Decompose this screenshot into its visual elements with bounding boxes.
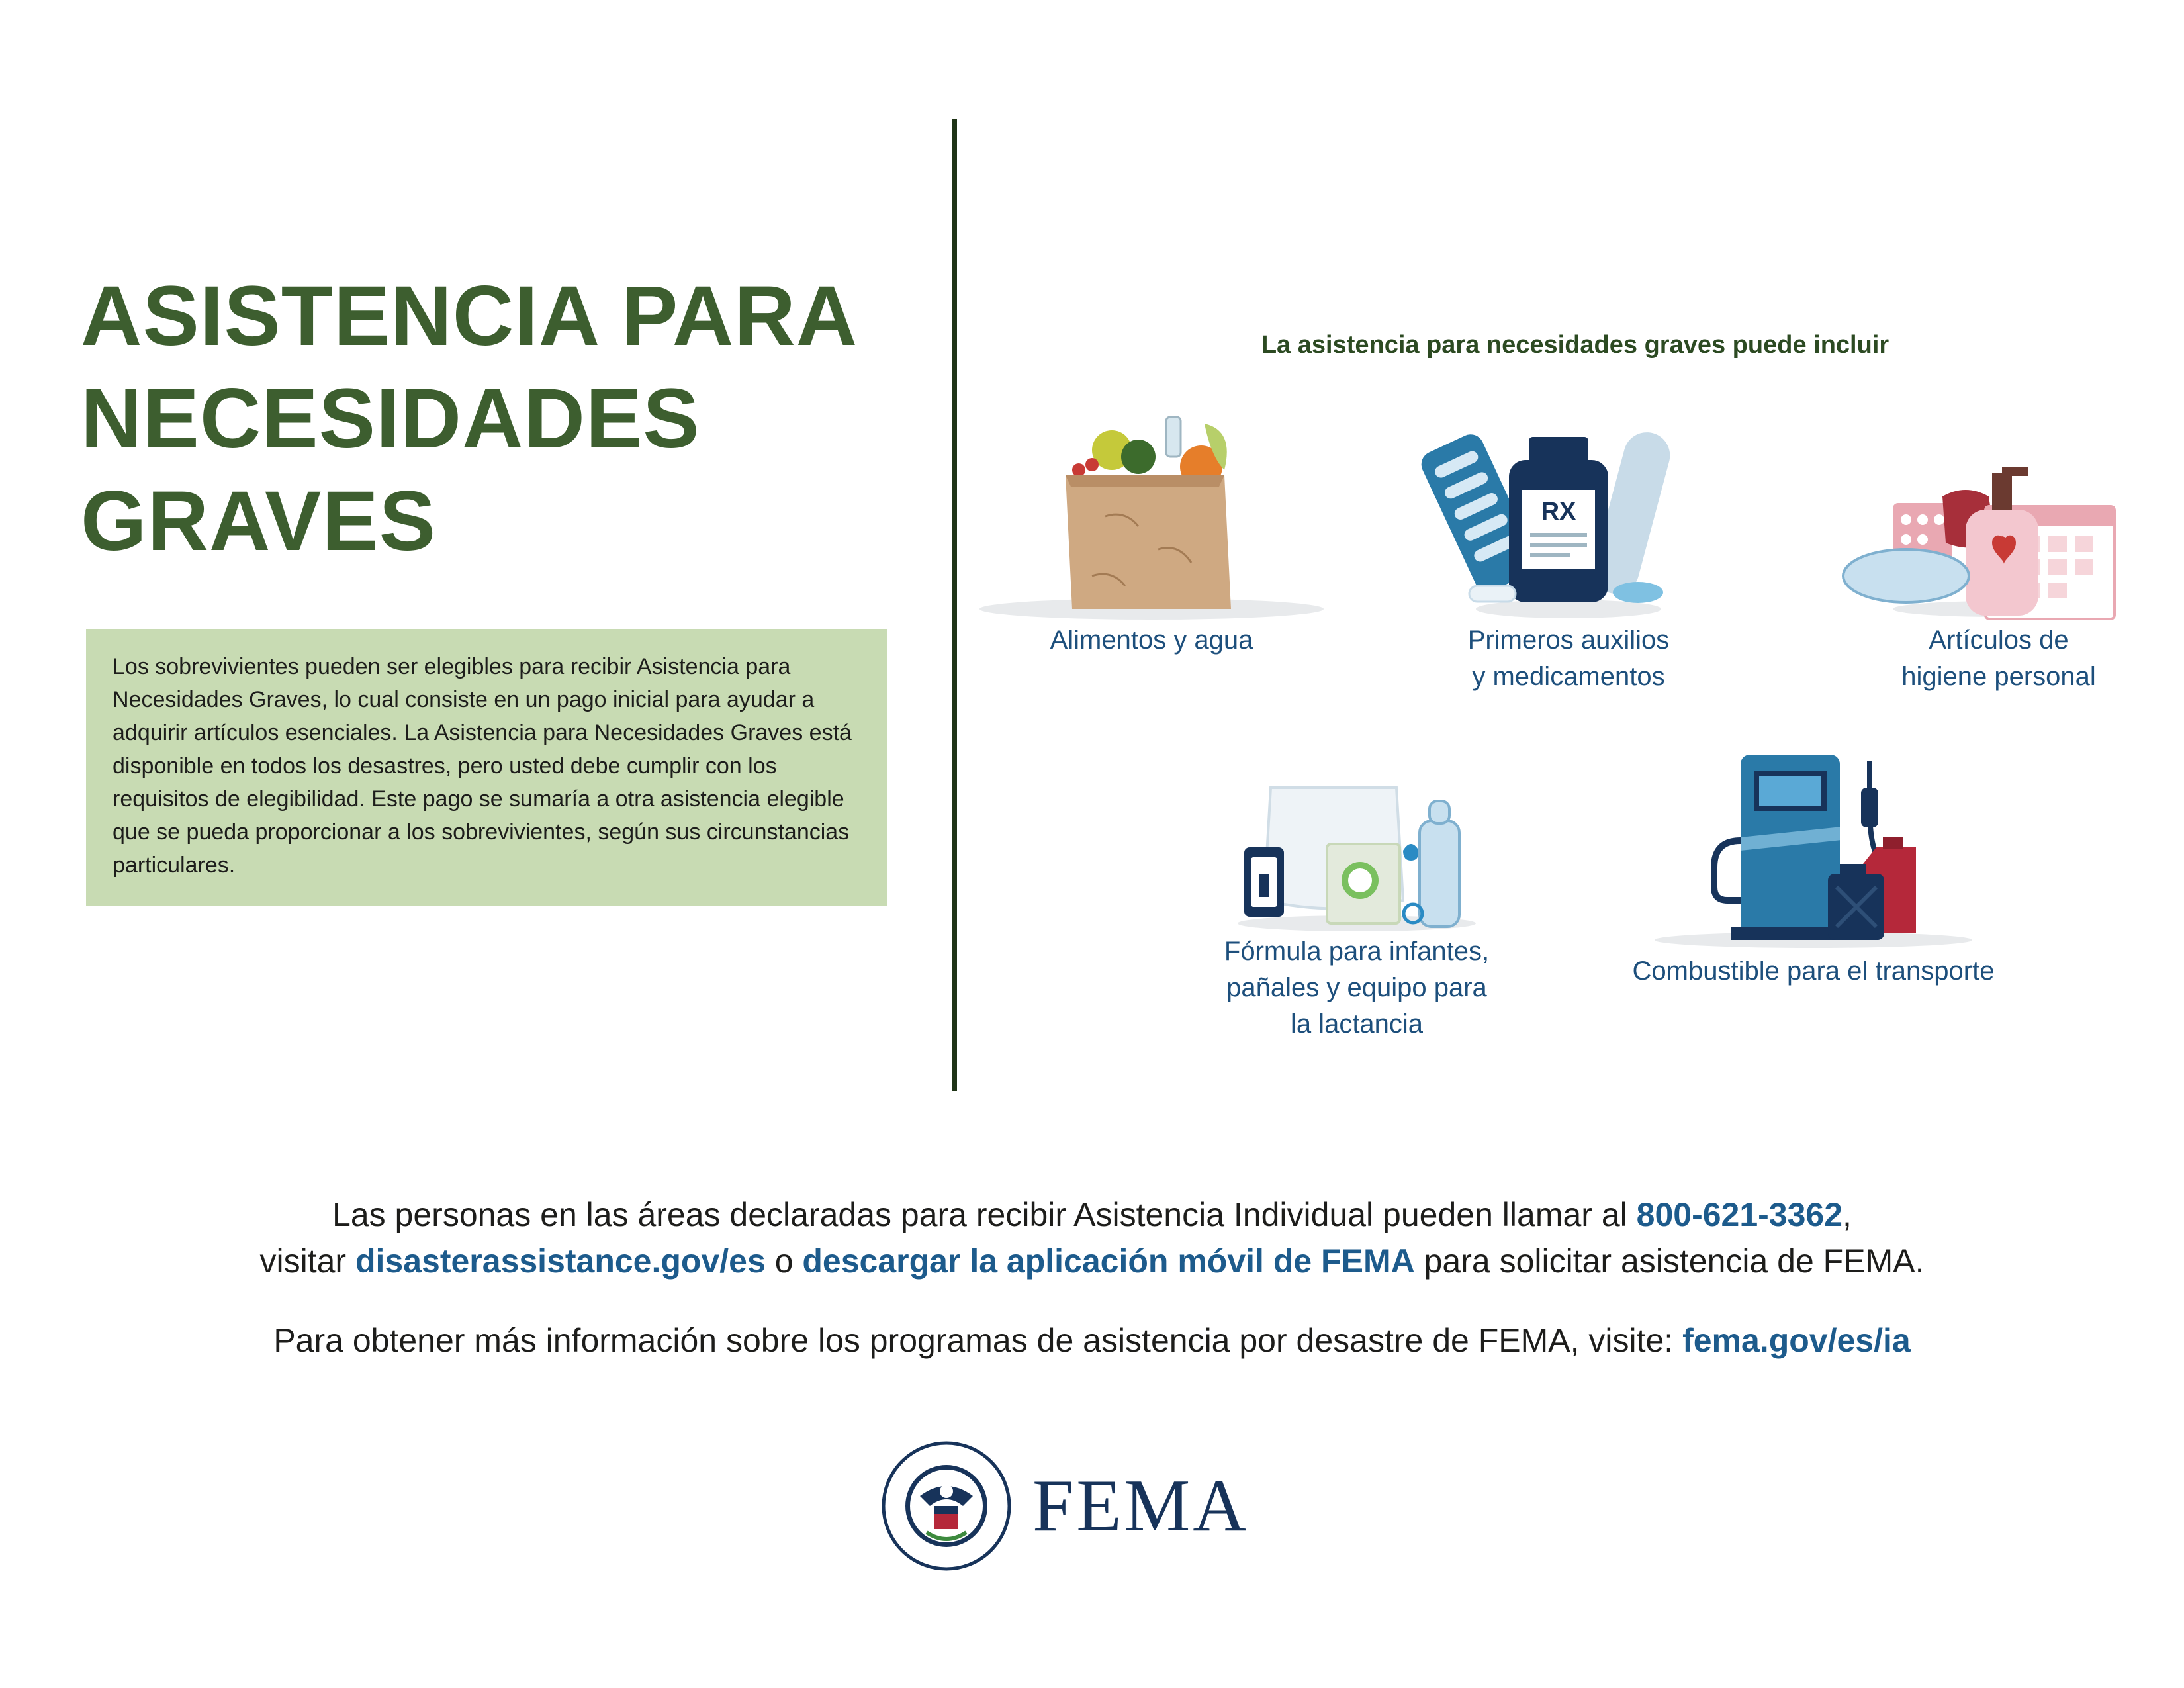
rx-label: RX bbox=[1541, 498, 1576, 526]
assistance-heading: La asistencia para necesidades graves puede incluir bbox=[1261, 331, 1889, 359]
fema-wordmark: FEMA bbox=[1032, 1464, 1250, 1547]
title-line-1: ASISTENCIA PARA bbox=[81, 269, 858, 363]
contact-paragraph bbox=[0, 1192, 2184, 1284]
item-fuel bbox=[1615, 748, 2012, 990]
contact-line-1: Las personas en las áreas declaradas para recibir Asistencia Individual pueden llamar al 800-621-3362, bbox=[332, 1196, 1852, 1233]
item-baby-supplies bbox=[1185, 774, 1529, 1043]
fuel-pump-icon bbox=[1615, 748, 2012, 953]
grocery-bag-icon bbox=[973, 410, 1330, 622]
item-first-aid-label: Primeros auxilios y medicamentos bbox=[1467, 626, 1670, 691]
disasterassistance-link[interactable]: disasterassistance.gov/es bbox=[355, 1243, 766, 1280]
contact-line-2: visitar disasterassistance.gov/es o descargar la aplicación móvil de FEMA para solicitar asistencia de FEMA. bbox=[259, 1243, 1925, 1280]
item-first-aid bbox=[1383, 410, 1754, 695]
title-line-2: NECESIDADES bbox=[81, 371, 700, 466]
hygiene-icon bbox=[1833, 410, 2164, 622]
item-fuel-label: Combustible para el transporte bbox=[1632, 957, 1995, 986]
fema-app-link[interactable]: descargar la aplicación móvil de FEMA bbox=[802, 1243, 1415, 1280]
fema-logo bbox=[880, 1440, 1249, 1572]
dhs-seal-icon bbox=[880, 1440, 1013, 1572]
medicine-icon bbox=[1383, 410, 1754, 622]
item-baby-label: Fórmula para infantes, pañales y equipo para la lactancia bbox=[1224, 937, 1490, 1039]
baby-supplies-icon bbox=[1185, 774, 1529, 933]
title-line-3: GRAVES bbox=[81, 474, 437, 569]
item-hygiene-label: Artículos de higiene personal bbox=[1901, 626, 2096, 691]
item-food-water bbox=[973, 410, 1330, 659]
vertical-divider bbox=[952, 119, 957, 1091]
fema-ia-link[interactable]: fema.gov/es/ia bbox=[1682, 1322, 1911, 1359]
item-food-label: Alimentos y agua bbox=[1050, 626, 1253, 655]
item-hygiene bbox=[1833, 410, 2164, 695]
more-info-line: Para obtener más información sobre los programas de asistencia por desastre de FEMA, visite: fema.gov/es/ia bbox=[273, 1322, 1911, 1359]
page-title bbox=[81, 265, 908, 573]
intro-text: Los sobrevivientes pueden ser elegibles para recibir Asistencia para Necesidades Graves, lo cual consiste en un pago inicial para ayudar a adquirir artículos esenciales. La Asistencia para Necesidades Graves está disponible en todos los desastres, pero usted debe cumplir con los requisitos de elegibilidad. Este pago se sumaría a otra asistencia elegible que se pueda proporcionar a los sobrevivientes, según sus circunstancias particulares. bbox=[113, 654, 852, 878]
phone-link[interactable]: 800-621-3362 bbox=[1636, 1196, 1843, 1233]
intro-box bbox=[86, 629, 887, 906]
